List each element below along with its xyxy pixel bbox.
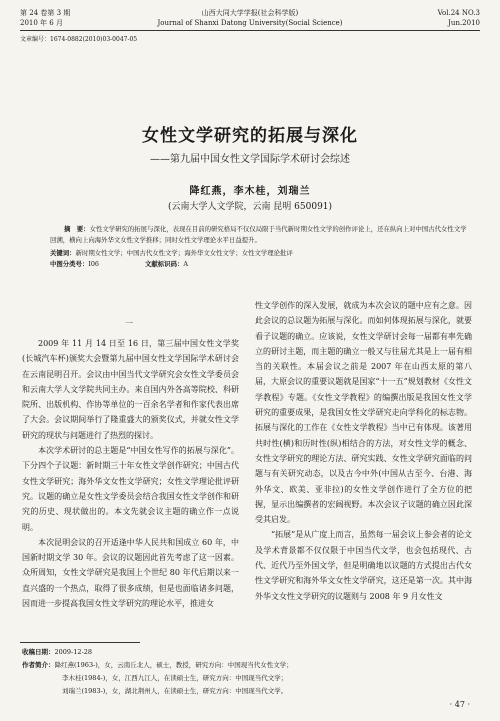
abstract-text: 女性文学研究的拓展与深化，表现在目前的研究格局不仅仅局限于当代新时期女性文学的创作评论上，还在纵向上对中国古代女性文学回溯，横向上向海外华文女性文学推移；同时女性文学理论水平日益提升。: [50, 225, 467, 244]
header-divider: [20, 30, 480, 31]
date-en: Jun.2010: [448, 19, 480, 27]
body-paragraph: 性文学创作的深入发展，就成为本次会议的题中应有之意。因此会议的总议题为拓展与深化。而如何体现拓展与深化，就要看子议题的确立。应该说，女性文学研讨会每一届都有率先确立的研讨主题，而主题的确立一般又与往届尤其是上一届有相当的关联性。本届会议之前是 2007 年在山西太原的第八届，大原会议的重要议题就是国家“十一五”规划教材《女性文学教程》专题。《女性文学教程》的编撰出版是我国女性文学研究的重要成果，是我国女性文学研究走向学科化的标志物。拓展与深化的工作在《女性文学教程》当中已有体现。该著用共时性(横)和历时性(纵)相结合的方法，对女性文学的概念、女性文学研究的理论方法、研究实践、女性文学研究面临的问题与有关研究动态，以及古今中外(中国从古至今、台港、海外华文、欧美、亚非拉)的女性文学创作进行了全方位的把握，显示出编撰者的宏阔视野。本次会议子议题的确立因此深受其启发。: [255, 301, 472, 525]
body-paragraph: 本次学术研讨的总主题是“中国女性写作的拓展与深化”。下分四个子议题：新时期三十年女性文学创作研究；中国古代女性文学研究；海外华文女性文学研究；女性文学理论批评研究。议题的确立是女性文学委员会结合我国女性文学创作和研究的历史、现状做出的。本文先就会议主题的确立作一点说明。: [22, 446, 239, 532]
affiliation: (云南大学人文学院，云南 昆明 650091): [167, 202, 333, 212]
keywords: [50, 248, 470, 259]
keywords-text: 新时期女性文学；中国古代女性文学；海外华文女性文学；女性文学理论批评: [75, 249, 293, 257]
header-center: [20, 8, 480, 28]
volume-issue-cn: 第 24 卷第 3 期: [20, 9, 71, 17]
footnote-divider: [20, 642, 140, 643]
page-number: · 47 ·: [449, 700, 470, 709]
article-number: 文章编号：1674-0882(2010)03-0047-05: [20, 36, 138, 43]
author-list: 降红燕，李木桂，刘瑞兰: [189, 186, 311, 197]
doc-code: [145, 260, 188, 268]
author-bio: [22, 659, 293, 672]
clc-label: 中图分类号：: [50, 260, 89, 268]
volume-issue-en: Vol.24 NO.3: [437, 9, 480, 17]
body-paragraph: 本次昆明会议的召开适逢中华人民共和国成立 60 年，中国新时期文学 30 年。会议的议题因此首先考虑了这一因素。众所周知，女性文学研究是我国上个世纪 80 年代后期以来一直兴盛的一个热点，取得了很多成绩，但是也面临诸多问题，因而进一步提高我国女性文学研究的理论水平，推进女: [22, 537, 239, 609]
author-bio-3: 刘瑞兰(1983-)，女，湖北荆州人，在读硕士生，研究方向：中国现当代文学。: [62, 687, 288, 695]
doc-code-value: A: [183, 260, 188, 268]
keywords-label: 关键词：: [50, 249, 76, 257]
date-cn: 2010 年 6 月: [20, 19, 63, 27]
journal-name-cn: 山西大同大学学报(社会科学版): [201, 9, 299, 17]
author-bio-label: 作者简介：: [22, 661, 55, 669]
body-paragraph: 2009 年 11 月 14 日至 16 日，第三届中国女性文学奖(长城汽车杯)颁奖大会暨第九届中国女性文学国际学术研讨会在云南昆明召开。会议由中国当代文学研究会女性文学委员会和云南大学人文学院共同主办。来自国内外各高等院校、科研院所、出版机构、作协等单位的一百余名学者和作家代表出席了大会。会议期间举行了隆重盛大的颁奖仪式，并就女性文学研究的现状与问题进行了热烈的探讨。: [22, 339, 239, 440]
author-bio-2: 李木桂(1984-)，女，江西九江人，在读硕士生，研究方向：中国现当代文学；: [62, 674, 288, 682]
section-number: 一: [125, 319, 133, 328]
clc: [50, 260, 99, 268]
abstract: [50, 224, 470, 246]
received-value: 2009-12-28: [54, 648, 92, 656]
received-date: [22, 646, 293, 659]
paper-subtitle: ——第九届中国女性文学国际学术研讨会综述: [150, 154, 350, 165]
body-paragraph: “拓展”是从广度上而言，虽然每一届会议上参会者的论文及学术背景都不仅仅限于中国当代文学，也会包括现代、古代、近代乃至外国文学，但是明确地以议题的方式提出古代女性文学研究和海外华文女性文学研究，这还是第一次。其中海外华文女性文学研究的议题则与 2008 年 9 月女性文: [255, 530, 472, 601]
author-bio-1: 降红燕(1963-)，女，云南丘北人，硕士，教授，研究方向：中国现当代女性文学；: [54, 661, 293, 669]
header-right: [438, 8, 480, 28]
classification: [50, 259, 470, 270]
doc-code-label: 文献标识码：: [145, 260, 184, 268]
right-column: [255, 298, 472, 604]
footnote: [22, 646, 293, 698]
clc-value: I06: [88, 260, 100, 268]
received-label: 收稿日期：: [22, 648, 55, 656]
abstract-label: 摘 要：: [64, 225, 90, 233]
journal-name-en: Journal of Shanxi Datong University(Social Science): [157, 19, 343, 27]
left-column: [22, 336, 239, 611]
paper-title: 女性文学研究的拓展与深化: [142, 126, 358, 146]
